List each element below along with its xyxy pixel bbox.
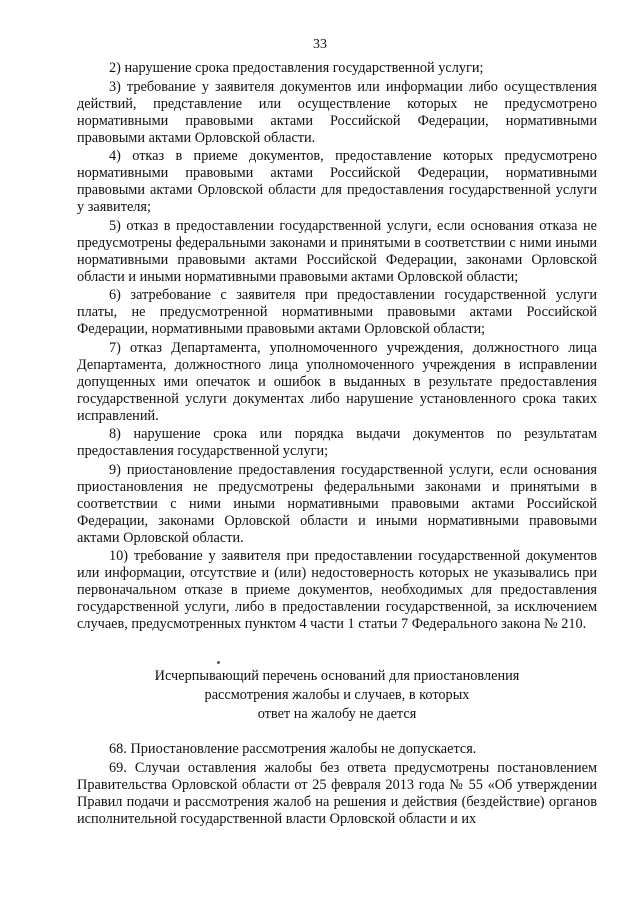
document-body [77,60,597,829]
paragraph-69: 69. Случаи оставления жалобы без ответа предусмотрены постановлением Правительства Орловской области от 25 февраля 2013 года № 55 «Об утверждении Правил подачи и рассмотрения жалоб на решения и действия (бездействие) органов исполнительной государственной власти Орловской области и их [77,759,597,827]
list-item-7: 7) отказ Департамента, уполномоченного учреждения, должностного лица Департамента, должностного лица уполномоченного учреждения в исправлении допущенных ими опечаток и ошибок в выданных в результате предоставления государственной услуги документах либо нарушение установленного срока таких исправлений. [77,339,597,424]
list-item-9: 9) приостановление предоставления государственной услуги, если основания приостановления не предусмотрены федеральными законами и принятыми в соответствии с ними иными нормативными правовыми актами Российской Федерации, законами Орловской области и иными нормативными правовыми актами Орловской области. [77,461,597,546]
list-item-10: 10) требование у заявителя при предоставлении государственной документов или информации, отсутствие и (или) недостоверность которых не указывались при первоначальном отказе в приеме документов, необходимых для предоставления государственной услуги, либо в предоставлении государственной, за исключением случаев, предусмотренных пунктом 4 части 1 статьи 7 Федерального закона № 210. [77,548,597,632]
section-heading [77,667,597,724]
list-item-5: 5) отказ в предоставлении государственной услуги, если основания отказа не предусмотрены федеральными законами и принятыми в соответствии с ними иными нормативными правовыми актами Российской Федерации, законами Орловской области и иными нормативными правовыми актами Орловской области; [77,217,597,285]
section-heading-line-1: Исчерпывающий перечень оснований для приостановления [154,668,520,684]
section-heading-line-2: рассмотрения жалобы и случаев, в которых [204,687,470,703]
list-item-3: 3) требование у заявителя документов или информации либо осуществления действий, представление или осуществление которых не предусмотрено нормативными правовыми актами Российской Федерации, нормативными правовыми актами Орловской области. [77,78,597,146]
list-item-6: 6) затребование с заявителя при предоставлении государственной услуги платы, не предусмотренной нормативными правовыми актами Российской Федерации, нормативными правовыми актами Орловской области; [77,287,597,337]
page-number: 33 [313,37,327,52]
list-item-8: 8) нарушение срока или порядка выдачи документов по результатам предоставления государственной услуги; [77,426,597,459]
section-heading-line-3: ответ на жалобу не дается [257,706,417,722]
list-item-4: 4) отказ в приеме документов, предоставление которых предусмотрено нормативными правовыми актами Российской Федерации, нормативными правовыми актами Орловской области для предоставления государственной услуги у заявителя; [77,148,597,215]
paragraph-68: 68. Приостановление рассмотрения жалобы не допускается. [109,741,477,757]
list-item-2: 2) нарушение срока предоставления государственной услуги; [109,60,484,76]
